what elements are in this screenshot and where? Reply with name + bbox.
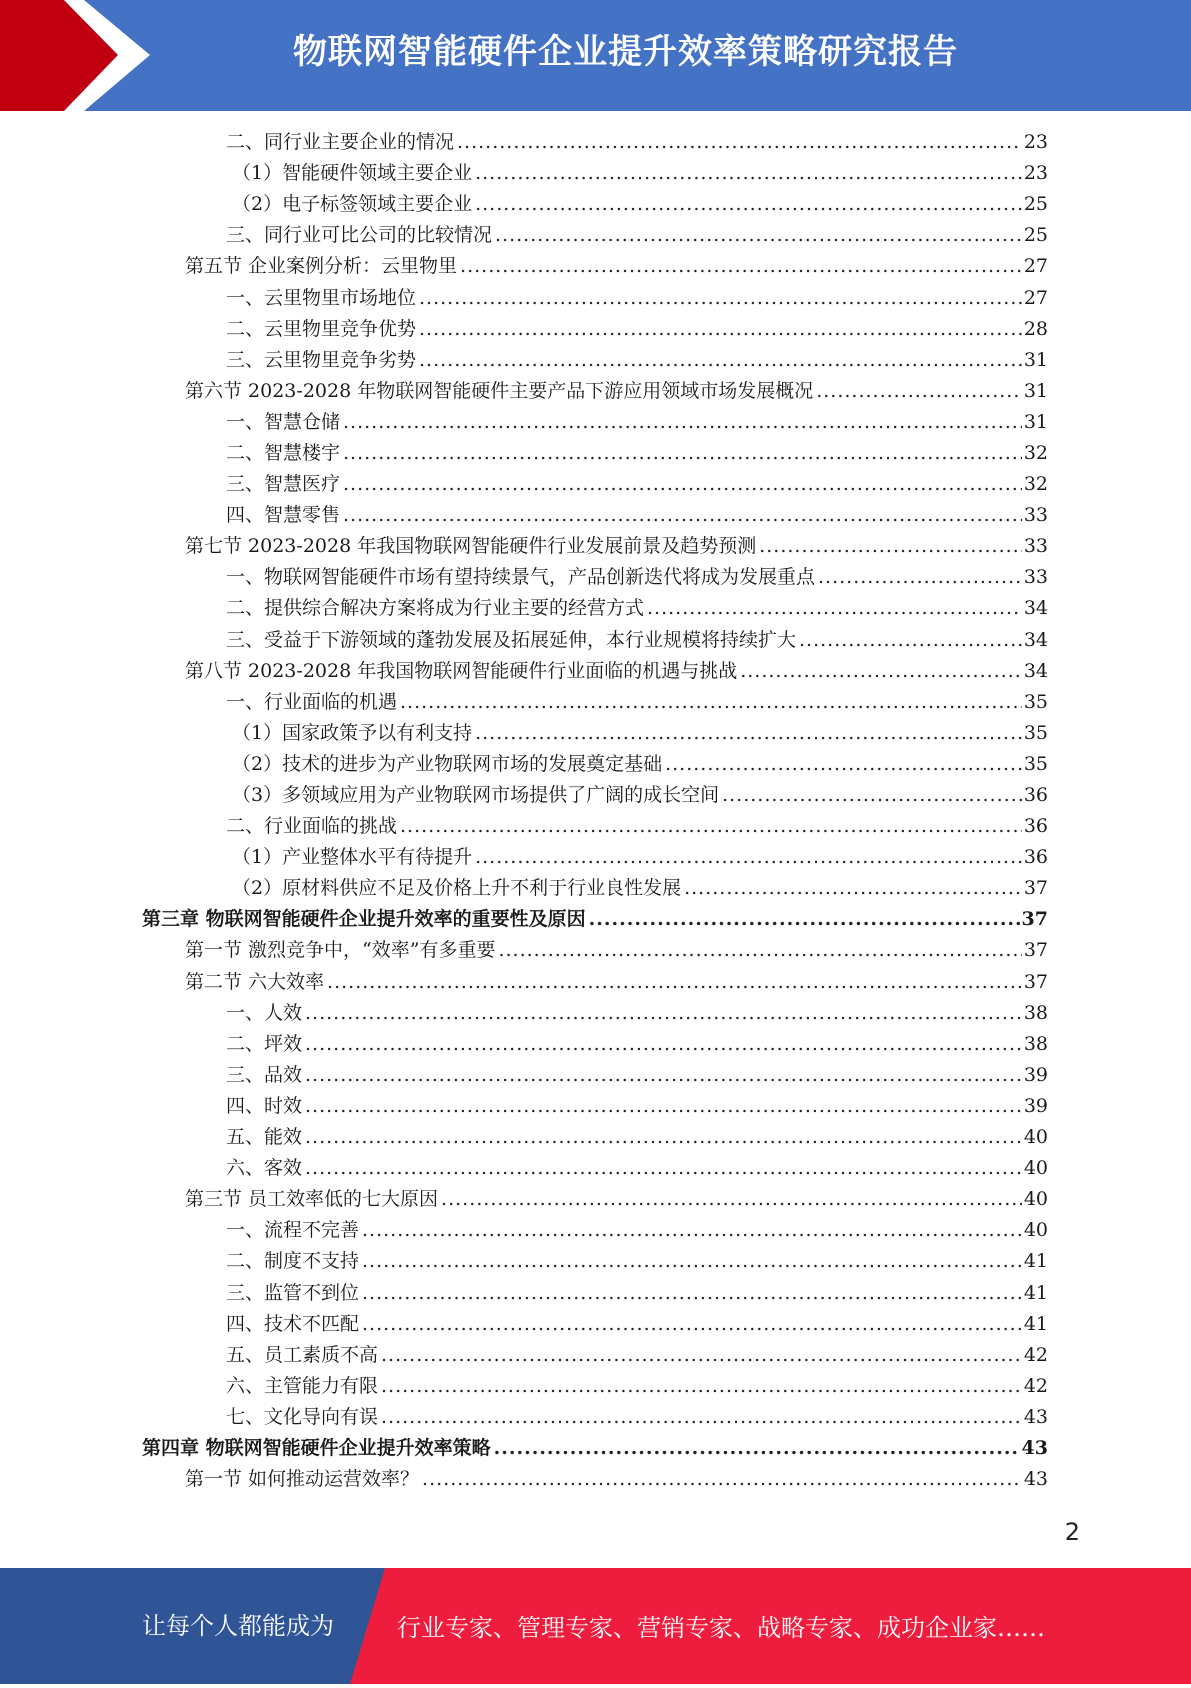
toc-entry-title: 第三章 物联网智能硬件企业提升效率的重要性及原因	[142, 908, 586, 931]
toc-entry-page: 25	[1023, 193, 1048, 216]
toc-dot-leader	[305, 1060, 1022, 1091]
toc-dot-leader	[400, 811, 1022, 842]
toc-subsection-entry[interactable]	[0, 873, 1048, 904]
toc-dot-leader	[647, 593, 1022, 624]
toc-entry-page: 40	[1023, 1219, 1048, 1242]
toc-entry-title: 第五节 企业案例分析：云里物里	[185, 255, 458, 278]
toc-dot-leader	[362, 1309, 1022, 1340]
toc-dot-leader	[460, 251, 1022, 282]
toc-entry-page: 34	[1023, 597, 1048, 620]
toc-chapter-entry[interactable]	[0, 1433, 1048, 1464]
toc-entry-page: 34	[1023, 628, 1048, 651]
toc-entry-page: 41	[1023, 1281, 1048, 1304]
toc-subsection-entry[interactable]	[0, 438, 1048, 469]
toc-entry-page: 43	[1023, 1405, 1048, 1428]
toc-entry-title: 二、云里物里竞争优势	[226, 317, 417, 340]
toc-subsection-entry[interactable]	[0, 998, 1048, 1029]
toc-entry-page: 33	[1023, 566, 1048, 589]
toc-dot-leader	[475, 158, 1022, 189]
toc-entry-page: 40	[1023, 1126, 1048, 1149]
toc-entry-title: 一、行业面临的机遇	[226, 690, 398, 713]
toc-entry-title: 第一节 如何推动运营效率？	[185, 1468, 420, 1491]
toc-section-entry[interactable]	[0, 251, 1048, 282]
header-arrow-decoration	[0, 0, 150, 111]
footer-bar	[0, 1568, 1191, 1684]
toc-subsection-entry[interactable]	[0, 718, 1048, 749]
toc-entry-title: 三、智慧医疗	[226, 473, 341, 496]
toc-entry-page: 31	[1023, 410, 1048, 433]
toc-subsection-entry[interactable]	[0, 469, 1048, 500]
toc-entry-page: 37	[1021, 908, 1048, 931]
toc-subsection-entry[interactable]	[0, 1153, 1048, 1184]
toc-entry-page: 38	[1023, 1001, 1048, 1024]
toc-entry-title: 第六节 2023-2028 年物联网智能硬件主要产品下游应用领域市场发展概况	[185, 379, 814, 402]
toc-dot-leader	[818, 562, 1022, 593]
toc-dot-leader	[381, 1402, 1022, 1433]
toc-entry-title: （2）原材料供应不足及价格上升不利于行业良性发展	[232, 877, 682, 900]
toc-dot-leader	[343, 469, 1022, 500]
toc-dot-leader	[362, 1278, 1022, 1309]
toc-subsection-entry[interactable]	[0, 842, 1048, 873]
toc-entry-page: 32	[1023, 441, 1048, 464]
toc-entry-page: 43	[1023, 1468, 1048, 1491]
toc-entry-page: 31	[1023, 348, 1048, 371]
toc-entry-title: 七、文化导向有误	[226, 1405, 379, 1428]
toc-section-entry[interactable]	[0, 656, 1048, 687]
toc-dot-leader	[475, 189, 1022, 220]
page-number: 2	[1064, 1518, 1080, 1546]
toc-entry-title: 二、智慧楼宇	[226, 441, 341, 464]
toc-entry-page: 23	[1023, 162, 1048, 185]
toc-entry-title: 第七节 2023-2028 年我国物联网智能硬件行业发展前景及趋势预测	[185, 535, 757, 558]
toc-section-entry[interactable]	[0, 376, 1048, 407]
toc-entry-page: 38	[1023, 1032, 1048, 1055]
toc-chapter-entry[interactable]	[0, 904, 1048, 935]
toc-dot-leader	[400, 687, 1022, 718]
toc-dot-leader	[343, 438, 1022, 469]
toc-dot-leader	[419, 314, 1022, 345]
toc-entry-title: 第一节 激烈竞争中，“效率”有多重要	[185, 939, 496, 962]
toc-section-entry[interactable]	[0, 967, 1048, 998]
toc-entry-page: 37	[1023, 877, 1048, 900]
toc-entry-title: 一、人效	[226, 1001, 303, 1024]
toc-subsection-entry[interactable]	[0, 1371, 1048, 1402]
toc-entry-page: 33	[1023, 504, 1048, 527]
toc-entry-page: 40	[1023, 1157, 1048, 1180]
toc-entry-title: 一、物联网智能硬件市场有望持续景气，产品创新迭代将成为发展重点	[226, 566, 816, 589]
toc-dot-leader	[327, 967, 1022, 998]
toc-entry-page: 35	[1023, 721, 1048, 744]
toc-entry-page: 41	[1023, 1312, 1048, 1335]
toc-section-entry[interactable]	[0, 935, 1048, 966]
toc-dot-leader	[305, 1122, 1022, 1153]
toc-entry-title: 五、能效	[226, 1126, 303, 1149]
toc-entry-page: 28	[1023, 317, 1048, 340]
toc-entry-title: 第二节 六大效率	[185, 970, 325, 993]
toc-entry-page: 33	[1023, 535, 1048, 558]
toc-dot-leader	[816, 376, 1022, 407]
toc-entry-title: 四、技术不匹配	[226, 1312, 360, 1335]
toc-entry-title: 二、制度不支持	[226, 1250, 360, 1273]
toc-subsection-entry[interactable]	[0, 127, 1048, 158]
toc-dot-leader	[475, 842, 1022, 873]
toc-entry-title: 二、行业面临的挑战	[226, 815, 398, 838]
toc-dot-leader	[799, 625, 1022, 656]
toc-entry-page: 40	[1023, 1188, 1048, 1211]
toc-entry-title: 三、受益于下游领域的蓬勃发展及拓展延伸，本行业规模将持续扩大	[226, 628, 797, 651]
toc-entry-page: 35	[1023, 690, 1048, 713]
toc-dot-leader	[419, 283, 1022, 314]
toc-subsection-entry[interactable]	[0, 282, 1048, 313]
toc-entry-title: 一、智慧仓储	[226, 410, 341, 433]
toc-subsection-entry[interactable]	[0, 1246, 1048, 1277]
toc-entry-title: 六、客效	[226, 1157, 303, 1180]
toc-subsection-entry[interactable]	[0, 593, 1048, 624]
footer-slogan-left: 让每个人都能成为	[142, 1612, 334, 1640]
toc-section-entry[interactable]	[0, 1184, 1048, 1215]
toc-subsection-entry[interactable]	[0, 562, 1048, 593]
toc-subsection-entry[interactable]	[0, 189, 1048, 220]
footer-slogan-right: 行业专家、管理专家、营销专家、战略专家、成功企业家……	[397, 1614, 1045, 1642]
toc-entry-title: 二、坪效	[226, 1032, 303, 1055]
toc-dot-leader	[740, 656, 1022, 687]
toc-entry-title: 第三节 员工效率低的七大原因	[185, 1188, 439, 1211]
toc-dot-leader	[684, 873, 1022, 904]
toc-dot-leader	[494, 1433, 1020, 1464]
toc-subsection-entry[interactable]	[0, 158, 1048, 189]
toc-dot-leader	[362, 1246, 1022, 1277]
toc-entry-page: 42	[1023, 1374, 1048, 1397]
toc-entry-page: 27	[1023, 255, 1048, 278]
toc-dot-leader	[722, 780, 1022, 811]
toc-subsection-entry[interactable]	[0, 1122, 1048, 1153]
toc-entry-page: 27	[1023, 286, 1048, 309]
toc-subsection-entry[interactable]	[0, 1402, 1048, 1433]
toc-entry-title: 一、云里物里市场地位	[226, 286, 417, 309]
toc-entry-title: 二、提供综合解决方案将成为行业主要的经营方式	[226, 597, 645, 620]
toc-entry-title: 四、智慧零售	[226, 504, 341, 527]
table-of-contents	[0, 127, 1191, 1495]
toc-entry-title: （3）多领域应用为产业物联网市场提供了广阔的成长空间	[232, 784, 720, 807]
toc-dot-leader	[305, 998, 1022, 1029]
toc-entry-title: （1）国家政策予以有利支持	[232, 721, 473, 744]
toc-dot-leader	[419, 345, 1022, 376]
header-bar	[0, 0, 1191, 111]
toc-entry-title: 三、品效	[226, 1063, 303, 1086]
toc-dot-leader	[475, 718, 1022, 749]
toc-entry-page: 42	[1023, 1343, 1048, 1366]
toc-entry-page: 36	[1023, 815, 1048, 838]
toc-entry-page: 36	[1023, 846, 1048, 869]
toc-subsection-entry[interactable]	[0, 811, 1048, 842]
toc-entry-page: 36	[1023, 784, 1048, 807]
toc-entry-page: 41	[1023, 1250, 1048, 1273]
toc-subsection-entry[interactable]	[0, 220, 1048, 251]
toc-subsection-entry[interactable]	[0, 314, 1048, 345]
toc-dot-leader	[305, 1153, 1022, 1184]
toc-entry-title: 三、同行业可比公司的比较情况	[226, 224, 493, 247]
toc-dot-leader	[422, 1464, 1022, 1495]
toc-subsection-entry[interactable]	[0, 780, 1048, 811]
toc-subsection-entry[interactable]	[0, 1091, 1048, 1122]
toc-entry-title: 一、流程不完善	[226, 1219, 360, 1242]
toc-subsection-entry[interactable]	[0, 1340, 1048, 1371]
toc-entry-page: 37	[1023, 939, 1048, 962]
toc-entry-page: 35	[1023, 752, 1048, 775]
toc-subsection-entry[interactable]	[0, 407, 1048, 438]
toc-entry-title: 第八节 2023-2028 年我国物联网智能硬件行业面临的机遇与挑战	[185, 659, 738, 682]
toc-entry-title: 六、主管能力有限	[226, 1374, 379, 1397]
toc-entry-page: 32	[1023, 473, 1048, 496]
toc-entry-title: 二、同行业主要企业的情况	[226, 131, 455, 154]
toc-entry-page: 39	[1023, 1094, 1048, 1117]
toc-entry-title: （1）产业整体水平有待提升	[232, 846, 473, 869]
toc-entry-title: （2）电子标签领域主要企业	[232, 193, 473, 216]
toc-entry-title: 三、云里物里竞争劣势	[226, 348, 417, 371]
toc-section-entry[interactable]	[0, 1464, 1048, 1495]
toc-subsection-entry[interactable]	[0, 1060, 1048, 1091]
toc-dot-leader	[381, 1371, 1022, 1402]
toc-dot-leader	[381, 1340, 1022, 1371]
toc-entry-title: （2）技术的进步为产业物联网市场的发展奠定基础	[232, 752, 663, 775]
toc-entry-page: 37	[1023, 970, 1048, 993]
toc-subsection-entry[interactable]	[0, 1215, 1048, 1246]
toc-dot-leader	[498, 935, 1021, 966]
toc-entry-page: 31	[1023, 379, 1048, 402]
toc-dot-leader	[343, 500, 1022, 531]
toc-dot-leader	[665, 749, 1022, 780]
toc-entry-page: 43	[1021, 1436, 1048, 1459]
toc-subsection-entry[interactable]	[0, 625, 1048, 656]
toc-section-entry[interactable]	[0, 531, 1048, 562]
toc-entry-title: （1）智能硬件领域主要企业	[232, 162, 473, 185]
toc-entry-page: 23	[1023, 131, 1048, 154]
toc-dot-leader	[362, 1215, 1022, 1246]
toc-entry-title: 第四章 物联网智能硬件企业提升效率策略	[142, 1436, 491, 1459]
toc-subsection-entry[interactable]	[0, 687, 1048, 718]
toc-entry-title: 五、员工素质不高	[226, 1343, 379, 1366]
toc-subsection-entry[interactable]	[0, 500, 1048, 531]
toc-dot-leader	[441, 1184, 1022, 1215]
toc-entry-title: 四、时效	[226, 1094, 303, 1117]
toc-dot-leader	[343, 407, 1022, 438]
toc-subsection-entry[interactable]	[0, 1277, 1048, 1308]
toc-subsection-entry[interactable]	[0, 345, 1048, 376]
toc-subsection-entry[interactable]	[0, 1029, 1048, 1060]
toc-dot-leader	[457, 127, 1022, 158]
toc-dot-leader	[305, 1091, 1022, 1122]
toc-subsection-entry[interactable]	[0, 749, 1048, 780]
toc-entry-page: 34	[1023, 659, 1048, 682]
toc-entry-page: 39	[1023, 1063, 1048, 1086]
toc-dot-leader	[759, 531, 1022, 562]
toc-subsection-entry[interactable]	[0, 1309, 1048, 1340]
toc-entry-title: 三、监管不到位	[226, 1281, 360, 1304]
toc-dot-leader	[589, 904, 1020, 935]
toc-dot-leader	[305, 1029, 1022, 1060]
toc-dot-leader	[495, 220, 1022, 251]
toc-entry-page: 25	[1023, 224, 1048, 247]
report-title: 物联网智能硬件企业提升效率策略研究报告	[293, 32, 958, 72]
